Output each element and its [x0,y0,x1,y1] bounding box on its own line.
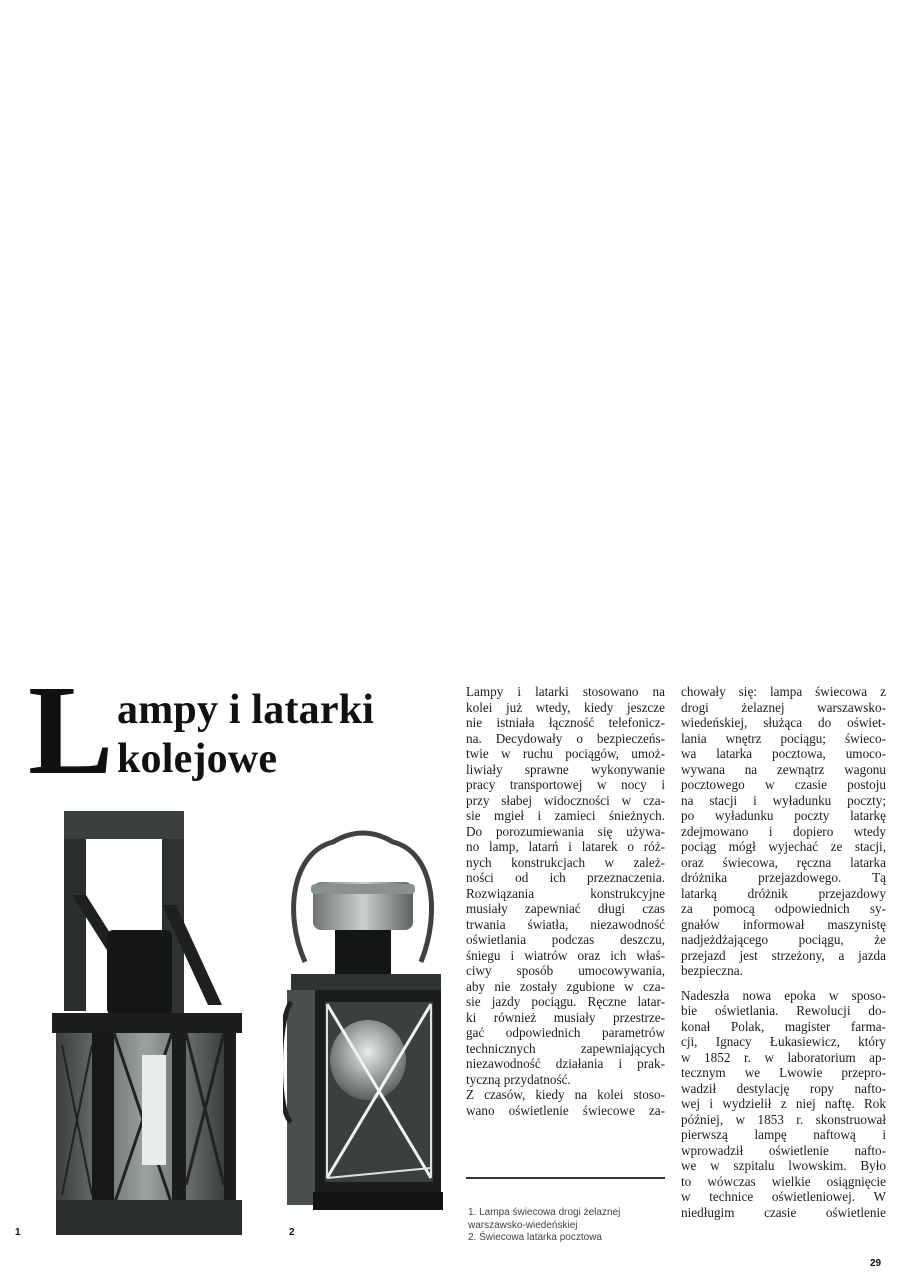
text-line: śniegu i wiatrów oraz ich właś- [466,947,665,963]
text-line: tecznym we Lwowie przepro- [681,1065,886,1080]
text-line: pociąg mógł wyjechać ze stacji, [681,839,886,854]
text-line: wadził destylację ropy nafto- [681,1080,886,1096]
text-line: Z czasów, kiedy na kolei stoso- [466,1087,665,1102]
text-line: za pomocą odpowiednich sy- [681,901,886,916]
text-line: liwiały sprawne wykonywanie [466,761,665,777]
text-line: to wówczas wielkie osiągnięcie [681,1173,886,1189]
figure-number-1: 1 [15,1227,21,1238]
text-line: sie mgieł i zamieci śnieżnych. [466,808,665,823]
text-line: wprowadził oświetlenie nafto- [681,1142,886,1158]
text-line: kolei już wtedy, kiedy jeszcze [466,699,665,715]
text-line: na. Decydowały o bezpieczeńs- [466,730,665,746]
caption-1-line-2: warszawsko-wiedeńskiej [468,1219,578,1231]
text-line: później, w 1853 r. skonstruował [681,1111,886,1127]
text-line: wa latarka pocztowa, umoco- [681,746,886,761]
text-line: niezawodność działania i prak- [466,1056,665,1071]
text-line: drogi żelaznej warszawsko- [681,699,886,715]
text-line: Lampy i latarki stosowano na [466,684,665,699]
text-line: pierwszą lampę naftową i [681,1127,886,1142]
text-line: ności od ich przeznaczenia. [466,870,665,885]
text-line: latarką dróżnik przejazdowy [681,885,886,901]
candle-lamp-image [52,805,252,1240]
postal-lantern-image [283,822,443,1217]
paragraph-4 [681,988,886,1221]
caption-divider [466,1177,665,1179]
text-line: tyczną przydatność. [466,1071,571,1087]
text-line: cji, Ignacy Łukasiewicz, który [681,1034,886,1049]
text-line: ciwy sposób umocowywania, [466,963,665,978]
text-line: na stacji i wyładunku poczty; [681,792,886,808]
text-line: dróżnika przejazdowego. Tą [681,870,886,885]
figure-captions [468,1207,668,1245]
text-line: aby nie zostały zgubione w cza- [466,978,665,994]
caption-1-line-1: 1. Lampa świecowa drogi żelaznej [468,1207,621,1218]
title-line-2: kolejowe [117,736,278,782]
figure-number-2: 2 [289,1227,295,1238]
paragraph-2 [466,1087,665,1118]
text-line: technicznych zapewniających [466,1040,665,1056]
text-line: gnałów informował maszynistę [681,916,886,932]
article-column-2 [681,684,886,1220]
text-line: nadjeżdżającego pociągu, że [681,932,886,947]
text-line: nych konstrukcjach w zależ- [466,854,665,870]
photo-candle-lamp [52,805,252,1240]
text-line: Rozwiązania konstrukcyjne [466,885,665,901]
title-line-1: ampy i latarki [117,687,375,733]
text-line: oświetlania podczas deszczu, [466,932,665,947]
paragraph-1 [466,684,665,1087]
text-line: niedługim czasie oświetlenie [681,1204,886,1220]
text-line: zdejmowano i dopiero wtedy [681,823,886,839]
text-line: trwania światła, niezawodność [466,916,665,932]
caption-2: 2. Świecowa latarka pocztowa [468,1232,602,1243]
text-line: konał Polak, magister farma- [681,1018,886,1034]
text-line: w 1852 r. w laboratorium ap- [681,1049,886,1065]
article-title [24,659,444,801]
text-line: przejazd jest strzeżony, a jazda [681,947,886,963]
text-line: chowały się: lampa świecowa z [681,684,886,699]
paragraph-spacer [681,979,886,988]
text-line: bezpieczna. [681,963,743,978]
text-line: wywana na zewnątrz wagonu [681,761,886,777]
title-dropcap: L [28,659,114,801]
page-number: 29 [870,1258,882,1269]
text-line: Do porozumiewania się używa- [466,823,665,839]
text-line: przy słabej widoczności w cza- [466,792,665,808]
text-line: po wyładunku poczty latarkę [681,808,886,823]
text-line: bie oświetlania. Rewolucji do- [681,1003,886,1018]
paragraph-3 [681,684,886,979]
text-line: no lamp, latarń i latarek o róż- [466,839,665,854]
text-line: musiały zapewniać długi czas [466,901,665,916]
text-line: lania wnętrz pociągu; świeco- [681,730,886,746]
text-line: pracy transportowej w nocy i [466,777,665,792]
article-column-1 [466,684,665,1118]
text-line: w technice oświetleniowej. W [681,1189,886,1204]
text-line: sie jazdy pociągu. Ręczne latar- [466,994,665,1009]
text-line: twie w ruchu pociągów, umoż- [466,746,665,761]
text-line: gać odpowiednich parametrów [466,1025,665,1040]
text-line: Nadeszła nowa epoka w sposo- [681,987,886,1003]
text-line: we w szpitalu lwowskim. Było [681,1158,886,1173]
text-line: oraz świecowa, ręczna latarka [681,854,886,870]
text-line: nie istniała łączność telefonicz- [466,715,665,730]
text-line: wej i wydzielił z niej naftę. Rok [681,1096,886,1111]
photo-postal-lantern [283,822,443,1217]
text-line: ki również musiały przestrze- [466,1009,665,1025]
text-line: pocztowego w czasie postoju [681,777,886,792]
text-line: wiedeńskiej, służąca do oświet- [681,715,886,730]
text-line: wano oświetlenie świecowe za- [466,1102,665,1118]
